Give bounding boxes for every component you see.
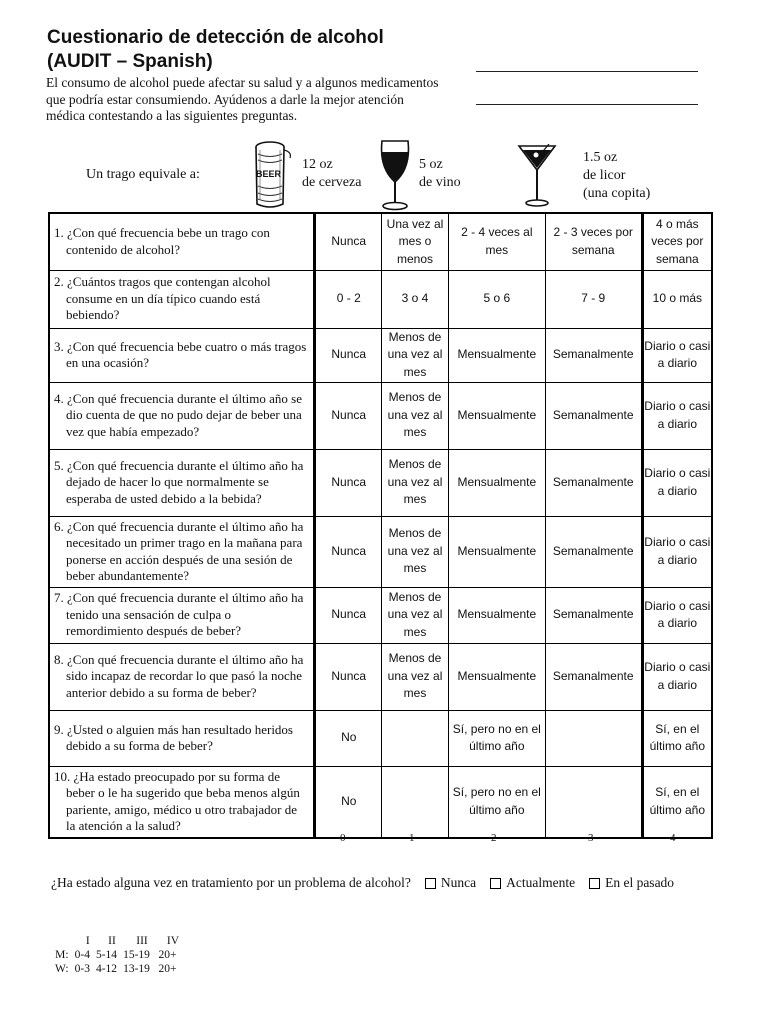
- answer-option-3[interactable]: [545, 710, 642, 766]
- checkbox-never[interactable]: [425, 878, 436, 889]
- answer-option-1[interactable]: [382, 766, 449, 838]
- wine-amount-line2: de vino: [419, 175, 461, 190]
- legend-row-label: M:: [55, 949, 69, 961]
- question-text: 9. ¿Usted o alguien más han resultado heridos debido a su forma de beber?: [54, 721, 293, 753]
- answer-option-4[interactable]: Diario o casi a diario: [642, 328, 712, 382]
- question-row-8: [49, 643, 712, 710]
- beer-can-text: BEER: [256, 169, 282, 179]
- answer-option-4[interactable]: Diario o casi a diario: [642, 587, 712, 643]
- answer-option-4[interactable]: Diario o casi a diario: [642, 643, 712, 710]
- question-row-3: [49, 328, 712, 382]
- question-text: 3. ¿Con qué frecuencia bebe cuatro o más tragos en una ocasión?: [54, 338, 307, 370]
- answer-option-0[interactable]: Nunca: [315, 328, 382, 382]
- question-text: 7. ¿Con qué frecuencia durante el último año ha tenido una sensación de culpa o remordimiento después de beber?: [54, 590, 304, 639]
- beer-amount-line2: de cerveza: [302, 175, 362, 190]
- treatment-question-text: ¿Ha estado alguna vez en tratamiento por un problema de alcohol?: [51, 875, 411, 890]
- answer-option-1[interactable]: 3 o 4: [382, 270, 449, 328]
- legend-value: 0-4: [74, 949, 90, 961]
- question-text-cell: [49, 449, 315, 516]
- answer-option-4[interactable]: 4 o más veces por semana: [642, 213, 712, 270]
- answer-option-1[interactable]: [382, 710, 449, 766]
- answer-option-3[interactable]: Semanalmente: [545, 328, 642, 382]
- answer-option-4[interactable]: Diario o casi a diario: [642, 516, 712, 587]
- question-row-9: [49, 710, 712, 766]
- legend-value: 13-19: [123, 963, 150, 975]
- answer-option-4[interactable]: Sí, en el último año: [642, 766, 712, 838]
- question-row-7: [49, 587, 712, 643]
- liquor-amount-line2: de licor: [583, 168, 626, 183]
- legend-value: 4-12: [95, 963, 118, 975]
- audit-questionnaire-table: [48, 212, 713, 839]
- answer-option-2[interactable]: Sí, pero no en el último año: [448, 710, 545, 766]
- legend-header: IV: [166, 935, 180, 947]
- question-text: 4. ¿Con qué frecuencia durante el último año se dio cuenta de que no pudo dejar de beber una vez que había empezado?: [54, 390, 302, 439]
- answer-option-0[interactable]: Nunca: [315, 382, 382, 449]
- drink-equivalent-label: Un trago equivale a:: [86, 167, 200, 182]
- answer-option-1[interactable]: Menos de una vez al mes: [382, 587, 449, 643]
- score-label-1: 1: [409, 832, 415, 844]
- answer-option-2[interactable]: Mensualmente: [448, 449, 545, 516]
- question-text: 8. ¿Con qué frecuencia durante el último año ha sido incapaz de recordar lo que pasó la noche anterior debido a su forma de beber?: [54, 651, 304, 700]
- answer-option-2[interactable]: Sí, pero no en el último año: [448, 766, 545, 838]
- answer-option-4[interactable]: Diario o casi a diario: [642, 382, 712, 449]
- title-line-1: Cuestionario de detección de alcohol: [47, 27, 384, 48]
- legend-value: 15-19: [123, 949, 150, 961]
- answer-option-0[interactable]: Nunca: [315, 587, 382, 643]
- answer-option-2[interactable]: Mensualmente: [448, 328, 545, 382]
- wine-glass-icon: [378, 138, 412, 212]
- checkbox-currently[interactable]: [490, 878, 501, 889]
- answer-option-2[interactable]: Mensualmente: [448, 382, 545, 449]
- martini-glass-icon: [517, 144, 557, 208]
- name-line[interactable]: [476, 71, 698, 72]
- answer-option-2[interactable]: Mensualmente: [448, 587, 545, 643]
- question-row-6: [49, 516, 712, 587]
- answer-option-3[interactable]: 7 - 9: [545, 270, 642, 328]
- answer-option-2[interactable]: 2 - 4 veces al mes: [448, 213, 545, 270]
- treatment-option-label: Nunca: [440, 875, 477, 890]
- answer-option-1[interactable]: Menos de una vez al mes: [382, 516, 449, 587]
- legend-value: 20+: [158, 949, 177, 961]
- answer-option-1[interactable]: Menos de una vez al mes: [382, 382, 449, 449]
- question-text-cell: [49, 710, 315, 766]
- liquor-amount-line1: 1.5 oz: [583, 150, 618, 165]
- beer-can-icon: [250, 138, 298, 214]
- date-line[interactable]: [476, 104, 698, 105]
- question-text-cell: [49, 587, 315, 643]
- treatment-option-never[interactable]: [425, 875, 476, 891]
- treatment-option-label: En el pasado: [605, 875, 675, 890]
- answer-option-0[interactable]: No: [315, 710, 382, 766]
- score-label-0: 0: [340, 832, 346, 844]
- legend-value: 20+: [158, 963, 177, 975]
- score-label-4: 4: [670, 832, 676, 844]
- answer-option-4[interactable]: 10 o más: [642, 270, 712, 328]
- question-row-10: [49, 766, 712, 838]
- question-text: 2. ¿Cuántos tragos que contengan alcohol consume en un día típico cuando está bebiendo?: [54, 274, 271, 323]
- question-text-cell: [49, 766, 315, 838]
- answer-option-3[interactable]: [545, 766, 642, 838]
- answer-option-0[interactable]: Nunca: [315, 643, 382, 710]
- question-text-cell: [49, 270, 315, 328]
- legend-header: I: [85, 935, 90, 947]
- answer-option-4[interactable]: Diario o casi a diario: [642, 449, 712, 516]
- answer-option-3[interactable]: Semanalmente: [545, 516, 642, 587]
- liquor-amount-line3: (una copita): [583, 186, 651, 201]
- question-text-cell: [49, 516, 315, 587]
- answer-option-4[interactable]: Sí, en el último año: [642, 710, 712, 766]
- form-title: [47, 26, 384, 74]
- treatment-option-label: Actualmente: [506, 875, 576, 890]
- beer-amount: [302, 156, 361, 192]
- score-label-3: 3: [588, 832, 594, 844]
- answer-option-1[interactable]: Menos de una vez al mes: [382, 449, 449, 516]
- question-text: 6. ¿Con qué frecuencia durante el último año ha necesitado un primer trago en la mañana para ponerse en acción después de una sesión de beber abundantemente?: [54, 518, 304, 583]
- answer-option-0[interactable]: Nunca: [315, 449, 382, 516]
- treatment-option-currently[interactable]: [490, 875, 575, 891]
- score-legend: [52, 934, 182, 976]
- legend-header: III: [136, 935, 148, 947]
- wine-amount: [419, 156, 461, 192]
- answer-option-3[interactable]: Semanalmente: [545, 587, 642, 643]
- answer-option-3[interactable]: Semanalmente: [545, 382, 642, 449]
- answer-option-2[interactable]: 5 o 6: [448, 270, 545, 328]
- checkbox-past[interactable]: [589, 878, 600, 889]
- question-row-5: [49, 449, 712, 516]
- answer-option-0[interactable]: No: [315, 766, 382, 838]
- question-text-cell: [49, 382, 315, 449]
- treatment-option-past[interactable]: [589, 875, 674, 891]
- wine-amount-line1: 5 oz: [419, 157, 443, 172]
- answer-option-2[interactable]: Mensualmente: [448, 516, 545, 587]
- answer-option-1[interactable]: Menos de una vez al mes: [382, 643, 449, 710]
- answer-option-0[interactable]: Nunca: [315, 213, 382, 270]
- answer-option-3[interactable]: Semanalmente: [545, 449, 642, 516]
- answer-option-2[interactable]: Mensualmente: [448, 643, 545, 710]
- answer-option-3[interactable]: 2 - 3 veces por semana: [545, 213, 642, 270]
- answer-option-3[interactable]: Semanalmente: [545, 643, 642, 710]
- question-text-cell: [49, 213, 315, 270]
- score-label-2: 2: [491, 832, 497, 844]
- intro-text: El consumo de alcohol puede afectar su salud y a algunos medicamentos que podría estar consumiendo. Ayúdenos a darle la mejor atención médica contestando a las siguientes preguntas.: [46, 75, 439, 123]
- answer-option-1[interactable]: Menos de una vez al mes: [382, 328, 449, 382]
- treatment-question: [51, 875, 674, 891]
- question-text: 5. ¿Con qué frecuencia durante el último año ha dejado de hacer lo que normalmente se esperaba de usted debido a la bebida?: [54, 457, 304, 506]
- question-text: 1. ¿Con qué frecuencia bebe un trago con contenido de alcohol?: [54, 225, 270, 257]
- question-text-cell: [49, 328, 315, 382]
- legend-row-label: W:: [55, 963, 69, 975]
- question-row-2: [49, 270, 712, 328]
- legend-header: II: [108, 935, 116, 947]
- question-text: 10. ¿Ha estado preocupado por su forma de beber o le ha sugerido que beba menos algún pariente, amigo, médico u otro trabajador de la atención a la salud?: [54, 768, 300, 833]
- title-line-2: (AUDIT – Spanish): [47, 51, 213, 72]
- answer-option-0[interactable]: 0 - 2: [315, 270, 382, 328]
- legend-value: 5-14: [95, 949, 118, 961]
- question-row-1: [49, 213, 712, 270]
- question-text-cell: [49, 643, 315, 710]
- question-row-4: [49, 382, 712, 449]
- answer-option-0[interactable]: Nunca: [315, 516, 382, 587]
- liquor-amount: [583, 149, 650, 203]
- answer-option-1[interactable]: Una vez al mes o menos: [382, 213, 449, 270]
- beer-amount-line1: 12 oz: [302, 157, 333, 172]
- legend-value: 0-3: [74, 963, 90, 975]
